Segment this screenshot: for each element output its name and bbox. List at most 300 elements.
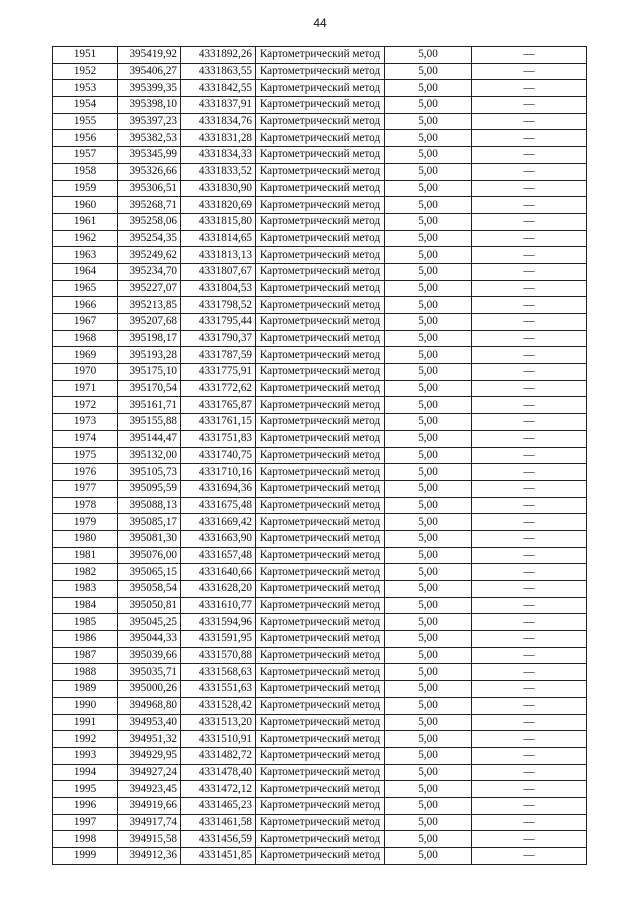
accuracy-cell: 5,00 [385, 213, 472, 230]
point-number-cell: 1982 [53, 564, 118, 581]
x-coordinate-cell: 394912,36 [118, 848, 181, 865]
method-cell: Картометрический метод [256, 130, 385, 147]
x-coordinate-cell: 395306,51 [118, 180, 181, 197]
y-coordinate-cell: 4331551,63 [181, 681, 256, 698]
table-row [53, 80, 587, 97]
description-cell: — [472, 814, 587, 831]
y-coordinate-cell: 4331675,48 [181, 497, 256, 514]
accuracy-cell: 5,00 [385, 280, 472, 297]
table-row [53, 47, 587, 64]
x-coordinate-cell: 394919,66 [118, 797, 181, 814]
y-coordinate-cell: 4331710,16 [181, 464, 256, 481]
accuracy-cell: 5,00 [385, 97, 472, 114]
point-number-cell: 1972 [53, 397, 118, 414]
point-number-cell: 1991 [53, 714, 118, 731]
y-coordinate-cell: 4331751,83 [181, 430, 256, 447]
method-cell: Картометрический метод [256, 848, 385, 865]
y-coordinate-cell: 4331807,67 [181, 263, 256, 280]
description-cell: — [472, 47, 587, 64]
accuracy-cell: 5,00 [385, 163, 472, 180]
x-coordinate-cell: 395132,00 [118, 447, 181, 464]
table-row [53, 530, 587, 547]
method-cell: Картометрический метод [256, 97, 385, 114]
description-cell: — [472, 530, 587, 547]
y-coordinate-cell: 4331510,91 [181, 731, 256, 748]
description-cell: — [472, 631, 587, 648]
table-row [53, 247, 587, 264]
table-row [53, 347, 587, 364]
method-cell: Картометрический метод [256, 547, 385, 564]
description-cell: — [472, 414, 587, 431]
x-coordinate-cell: 394927,24 [118, 764, 181, 781]
method-cell: Картометрический метод [256, 764, 385, 781]
x-coordinate-cell: 394953,40 [118, 714, 181, 731]
point-number-cell: 1990 [53, 697, 118, 714]
point-number-cell: 1971 [53, 380, 118, 397]
accuracy-cell: 5,00 [385, 230, 472, 247]
description-cell: — [472, 447, 587, 464]
accuracy-cell: 5,00 [385, 480, 472, 497]
description-cell: — [472, 247, 587, 264]
accuracy-cell: 5,00 [385, 547, 472, 564]
accuracy-cell: 5,00 [385, 464, 472, 481]
description-cell: — [472, 714, 587, 731]
y-coordinate-cell: 4331761,15 [181, 414, 256, 431]
description-cell: — [472, 797, 587, 814]
accuracy-cell: 5,00 [385, 380, 472, 397]
x-coordinate-cell: 395345,99 [118, 147, 181, 164]
description-cell: — [472, 464, 587, 481]
table-row [53, 814, 587, 831]
description-cell: — [472, 831, 587, 848]
x-coordinate-cell: 395207,68 [118, 314, 181, 331]
y-coordinate-cell: 4331842,55 [181, 80, 256, 97]
description-cell: — [472, 147, 587, 164]
x-coordinate-cell: 395144,47 [118, 430, 181, 447]
x-coordinate-cell: 395234,70 [118, 263, 181, 280]
point-number-cell: 1953 [53, 80, 118, 97]
point-number-cell: 1966 [53, 297, 118, 314]
method-cell: Картометрический метод [256, 347, 385, 364]
method-cell: Картометрический метод [256, 831, 385, 848]
description-cell: — [472, 581, 587, 598]
method-cell: Картометрический метод [256, 230, 385, 247]
x-coordinate-cell: 395044,33 [118, 631, 181, 648]
method-cell: Картометрический метод [256, 414, 385, 431]
y-coordinate-cell: 4331830,90 [181, 180, 256, 197]
x-coordinate-cell: 395081,30 [118, 530, 181, 547]
point-number-cell: 1958 [53, 163, 118, 180]
accuracy-cell: 5,00 [385, 731, 472, 748]
y-coordinate-cell: 4331482,72 [181, 747, 256, 764]
description-cell: — [472, 314, 587, 331]
y-coordinate-cell: 4331461,58 [181, 814, 256, 831]
y-coordinate-cell: 4331892,26 [181, 47, 256, 64]
accuracy-cell: 5,00 [385, 497, 472, 514]
accuracy-cell: 5,00 [385, 47, 472, 64]
y-coordinate-cell: 4331834,33 [181, 147, 256, 164]
table-row [53, 447, 587, 464]
method-cell: Картометрический метод [256, 263, 385, 280]
point-number-cell: 1978 [53, 497, 118, 514]
method-cell: Картометрический метод [256, 380, 385, 397]
point-number-cell: 1992 [53, 731, 118, 748]
method-cell: Картометрический метод [256, 530, 385, 547]
y-coordinate-cell: 4331628,20 [181, 581, 256, 598]
point-number-cell: 1965 [53, 280, 118, 297]
description-cell: — [472, 614, 587, 631]
y-coordinate-cell: 4331798,52 [181, 297, 256, 314]
accuracy-cell: 5,00 [385, 564, 472, 581]
method-cell: Картометрический метод [256, 180, 385, 197]
method-cell: Картометрический метод [256, 297, 385, 314]
accuracy-cell: 5,00 [385, 247, 472, 264]
accuracy-cell: 5,00 [385, 797, 472, 814]
description-cell: — [472, 564, 587, 581]
method-cell: Картометрический метод [256, 497, 385, 514]
x-coordinate-cell: 394923,45 [118, 781, 181, 798]
x-coordinate-cell: 395035,71 [118, 664, 181, 681]
table-row [53, 147, 587, 164]
y-coordinate-cell: 4331570,88 [181, 647, 256, 664]
accuracy-cell: 5,00 [385, 781, 472, 798]
accuracy-cell: 5,00 [385, 263, 472, 280]
method-cell: Картометрический метод [256, 647, 385, 664]
description-cell: — [472, 280, 587, 297]
description-cell: — [472, 480, 587, 497]
x-coordinate-cell: 395254,35 [118, 230, 181, 247]
point-number-cell: 1975 [53, 447, 118, 464]
description-cell: — [472, 430, 587, 447]
method-cell: Картометрический метод [256, 247, 385, 264]
table-row [53, 697, 587, 714]
y-coordinate-cell: 4331528,42 [181, 697, 256, 714]
description-cell: — [472, 380, 587, 397]
coordinates-table [52, 46, 587, 865]
accuracy-cell: 5,00 [385, 747, 472, 764]
y-coordinate-cell: 4331787,59 [181, 347, 256, 364]
table-row [53, 113, 587, 130]
point-number-cell: 1999 [53, 848, 118, 865]
point-number-cell: 1998 [53, 831, 118, 848]
accuracy-cell: 5,00 [385, 430, 472, 447]
x-coordinate-cell: 395193,28 [118, 347, 181, 364]
method-cell: Картометрический метод [256, 80, 385, 97]
method-cell: Картометрический метод [256, 430, 385, 447]
table-row [53, 547, 587, 564]
point-number-cell: 1984 [53, 597, 118, 614]
description-cell: — [472, 731, 587, 748]
accuracy-cell: 5,00 [385, 814, 472, 831]
accuracy-cell: 5,00 [385, 397, 472, 414]
point-number-cell: 1968 [53, 330, 118, 347]
method-cell: Картометрический метод [256, 797, 385, 814]
point-number-cell: 1954 [53, 97, 118, 114]
table-row [53, 213, 587, 230]
method-cell: Картометрический метод [256, 197, 385, 214]
accuracy-cell: 5,00 [385, 347, 472, 364]
table-row [53, 430, 587, 447]
table-row [53, 330, 587, 347]
table-row [53, 497, 587, 514]
x-coordinate-cell: 395076,00 [118, 547, 181, 564]
point-number-cell: 1983 [53, 581, 118, 598]
accuracy-cell: 5,00 [385, 714, 472, 731]
description-cell: — [472, 364, 587, 381]
point-number-cell: 1980 [53, 530, 118, 547]
x-coordinate-cell: 395268,71 [118, 197, 181, 214]
table-row [53, 397, 587, 414]
accuracy-cell: 5,00 [385, 297, 472, 314]
description-cell: — [472, 80, 587, 97]
table-row [53, 514, 587, 531]
accuracy-cell: 5,00 [385, 414, 472, 431]
table-row [53, 731, 587, 748]
x-coordinate-cell: 395155,88 [118, 414, 181, 431]
point-number-cell: 1988 [53, 664, 118, 681]
point-number-cell: 1995 [53, 781, 118, 798]
description-cell: — [472, 397, 587, 414]
point-number-cell: 1987 [53, 647, 118, 664]
point-number-cell: 1974 [53, 430, 118, 447]
description-cell: — [472, 514, 587, 531]
method-cell: Картометрический метод [256, 747, 385, 764]
point-number-cell: 1967 [53, 314, 118, 331]
table-row [53, 263, 587, 280]
y-coordinate-cell: 4331663,90 [181, 530, 256, 547]
table-row [53, 297, 587, 314]
method-cell: Картометрический метод [256, 47, 385, 64]
table-row [53, 614, 587, 631]
point-number-cell: 1959 [53, 180, 118, 197]
table-row [53, 314, 587, 331]
description-cell: — [472, 848, 587, 865]
table-row [53, 647, 587, 664]
accuracy-cell: 5,00 [385, 581, 472, 598]
accuracy-cell: 5,00 [385, 848, 472, 865]
method-cell: Картометрический метод [256, 614, 385, 631]
accuracy-cell: 5,00 [385, 113, 472, 130]
point-number-cell: 1997 [53, 814, 118, 831]
point-number-cell: 1985 [53, 614, 118, 631]
y-coordinate-cell: 4331765,87 [181, 397, 256, 414]
description-cell: — [472, 297, 587, 314]
x-coordinate-cell: 395399,35 [118, 80, 181, 97]
y-coordinate-cell: 4331740,75 [181, 447, 256, 464]
table-row [53, 747, 587, 764]
coordinates-table-body [53, 47, 587, 865]
x-coordinate-cell: 394968,80 [118, 697, 181, 714]
x-coordinate-cell: 395170,54 [118, 380, 181, 397]
point-number-cell: 1973 [53, 414, 118, 431]
method-cell: Картометрический метод [256, 63, 385, 80]
method-cell: Картометрический метод [256, 581, 385, 598]
method-cell: Картометрический метод [256, 113, 385, 130]
description-cell: — [472, 163, 587, 180]
y-coordinate-cell: 4331795,44 [181, 314, 256, 331]
description-cell: — [472, 330, 587, 347]
x-coordinate-cell: 395175,10 [118, 364, 181, 381]
y-coordinate-cell: 4331815,80 [181, 213, 256, 230]
table-row [53, 848, 587, 865]
point-number-cell: 1956 [53, 130, 118, 147]
point-number-cell: 1979 [53, 514, 118, 531]
method-cell: Картометрический метод [256, 464, 385, 481]
description-cell: — [472, 681, 587, 698]
table-row [53, 380, 587, 397]
table-row [53, 364, 587, 381]
accuracy-cell: 5,00 [385, 197, 472, 214]
method-cell: Картометрический метод [256, 714, 385, 731]
y-coordinate-cell: 4331669,42 [181, 514, 256, 531]
x-coordinate-cell: 395398,10 [118, 97, 181, 114]
y-coordinate-cell: 4331478,40 [181, 764, 256, 781]
table-row [53, 480, 587, 497]
table-row [53, 197, 587, 214]
description-cell: — [472, 764, 587, 781]
y-coordinate-cell: 4331790,37 [181, 330, 256, 347]
description-cell: — [472, 197, 587, 214]
point-number-cell: 1964 [53, 263, 118, 280]
x-coordinate-cell: 395065,15 [118, 564, 181, 581]
x-coordinate-cell: 395039,66 [118, 647, 181, 664]
accuracy-cell: 5,00 [385, 597, 472, 614]
x-coordinate-cell: 394915,58 [118, 831, 181, 848]
point-number-cell: 1970 [53, 364, 118, 381]
table-row [53, 581, 587, 598]
x-coordinate-cell: 395198,17 [118, 330, 181, 347]
x-coordinate-cell: 395161,71 [118, 397, 181, 414]
y-coordinate-cell: 4331813,13 [181, 247, 256, 264]
accuracy-cell: 5,00 [385, 147, 472, 164]
x-coordinate-cell: 395227,07 [118, 280, 181, 297]
x-coordinate-cell: 395326,66 [118, 163, 181, 180]
y-coordinate-cell: 4331775,91 [181, 364, 256, 381]
description-cell: — [472, 113, 587, 130]
method-cell: Картометрический метод [256, 314, 385, 331]
y-coordinate-cell: 4331591,95 [181, 631, 256, 648]
method-cell: Картометрический метод [256, 564, 385, 581]
description-cell: — [472, 747, 587, 764]
x-coordinate-cell: 395088,13 [118, 497, 181, 514]
point-number-cell: 1955 [53, 113, 118, 130]
y-coordinate-cell: 4331834,76 [181, 113, 256, 130]
y-coordinate-cell: 4331594,96 [181, 614, 256, 631]
table-row [53, 781, 587, 798]
table-row [53, 631, 587, 648]
table-row [53, 280, 587, 297]
method-cell: Картометрический метод [256, 731, 385, 748]
description-cell: — [472, 597, 587, 614]
accuracy-cell: 5,00 [385, 614, 472, 631]
method-cell: Картометрический метод [256, 681, 385, 698]
table-row [53, 831, 587, 848]
y-coordinate-cell: 4331610,77 [181, 597, 256, 614]
accuracy-cell: 5,00 [385, 330, 472, 347]
accuracy-cell: 5,00 [385, 364, 472, 381]
accuracy-cell: 5,00 [385, 180, 472, 197]
description-cell: — [472, 213, 587, 230]
point-number-cell: 1957 [53, 147, 118, 164]
description-cell: — [472, 130, 587, 147]
method-cell: Картометрический метод [256, 697, 385, 714]
method-cell: Картометрический метод [256, 280, 385, 297]
method-cell: Картометрический метод [256, 514, 385, 531]
table-row [53, 797, 587, 814]
point-number-cell: 1981 [53, 547, 118, 564]
method-cell: Картометрический метод [256, 213, 385, 230]
y-coordinate-cell: 4331863,55 [181, 63, 256, 80]
table-row [53, 130, 587, 147]
description-cell: — [472, 230, 587, 247]
y-coordinate-cell: 4331568,63 [181, 664, 256, 681]
y-coordinate-cell: 4331513,20 [181, 714, 256, 731]
description-cell: — [472, 697, 587, 714]
table-row [53, 97, 587, 114]
point-number-cell: 1969 [53, 347, 118, 364]
table-row [53, 764, 587, 781]
method-cell: Картометрический метод [256, 397, 385, 414]
point-number-cell: 1951 [53, 47, 118, 64]
x-coordinate-cell: 394917,74 [118, 814, 181, 831]
point-number-cell: 1952 [53, 63, 118, 80]
accuracy-cell: 5,00 [385, 764, 472, 781]
y-coordinate-cell: 4331837,91 [181, 97, 256, 114]
point-number-cell: 1993 [53, 747, 118, 764]
table-row [53, 564, 587, 581]
y-coordinate-cell: 4331831,28 [181, 130, 256, 147]
method-cell: Картометрический метод [256, 364, 385, 381]
y-coordinate-cell: 4331820,69 [181, 197, 256, 214]
x-coordinate-cell: 395397,23 [118, 113, 181, 130]
method-cell: Картометрический метод [256, 330, 385, 347]
table-row [53, 414, 587, 431]
description-cell: — [472, 497, 587, 514]
description-cell: — [472, 647, 587, 664]
point-number-cell: 1963 [53, 247, 118, 264]
description-cell: — [472, 97, 587, 114]
x-coordinate-cell: 395058,54 [118, 581, 181, 598]
description-cell: — [472, 781, 587, 798]
y-coordinate-cell: 4331694,36 [181, 480, 256, 497]
table-row [53, 163, 587, 180]
y-coordinate-cell: 4331833,52 [181, 163, 256, 180]
point-number-cell: 1962 [53, 230, 118, 247]
accuracy-cell: 5,00 [385, 514, 472, 531]
description-cell: — [472, 664, 587, 681]
x-coordinate-cell: 395258,06 [118, 213, 181, 230]
description-cell: — [472, 263, 587, 280]
point-number-cell: 1986 [53, 631, 118, 648]
table-row [53, 63, 587, 80]
accuracy-cell: 5,00 [385, 63, 472, 80]
accuracy-cell: 5,00 [385, 697, 472, 714]
description-cell: — [472, 180, 587, 197]
accuracy-cell: 5,00 [385, 664, 472, 681]
method-cell: Картометрический метод [256, 147, 385, 164]
description-cell: — [472, 547, 587, 564]
description-cell: — [472, 347, 587, 364]
table-row [53, 180, 587, 197]
x-coordinate-cell: 395213,85 [118, 297, 181, 314]
accuracy-cell: 5,00 [385, 647, 472, 664]
method-cell: Картометрический метод [256, 597, 385, 614]
x-coordinate-cell: 394951,32 [118, 731, 181, 748]
accuracy-cell: 5,00 [385, 631, 472, 648]
method-cell: Картометрический метод [256, 480, 385, 497]
method-cell: Картометрический метод [256, 163, 385, 180]
method-cell: Картометрический метод [256, 664, 385, 681]
